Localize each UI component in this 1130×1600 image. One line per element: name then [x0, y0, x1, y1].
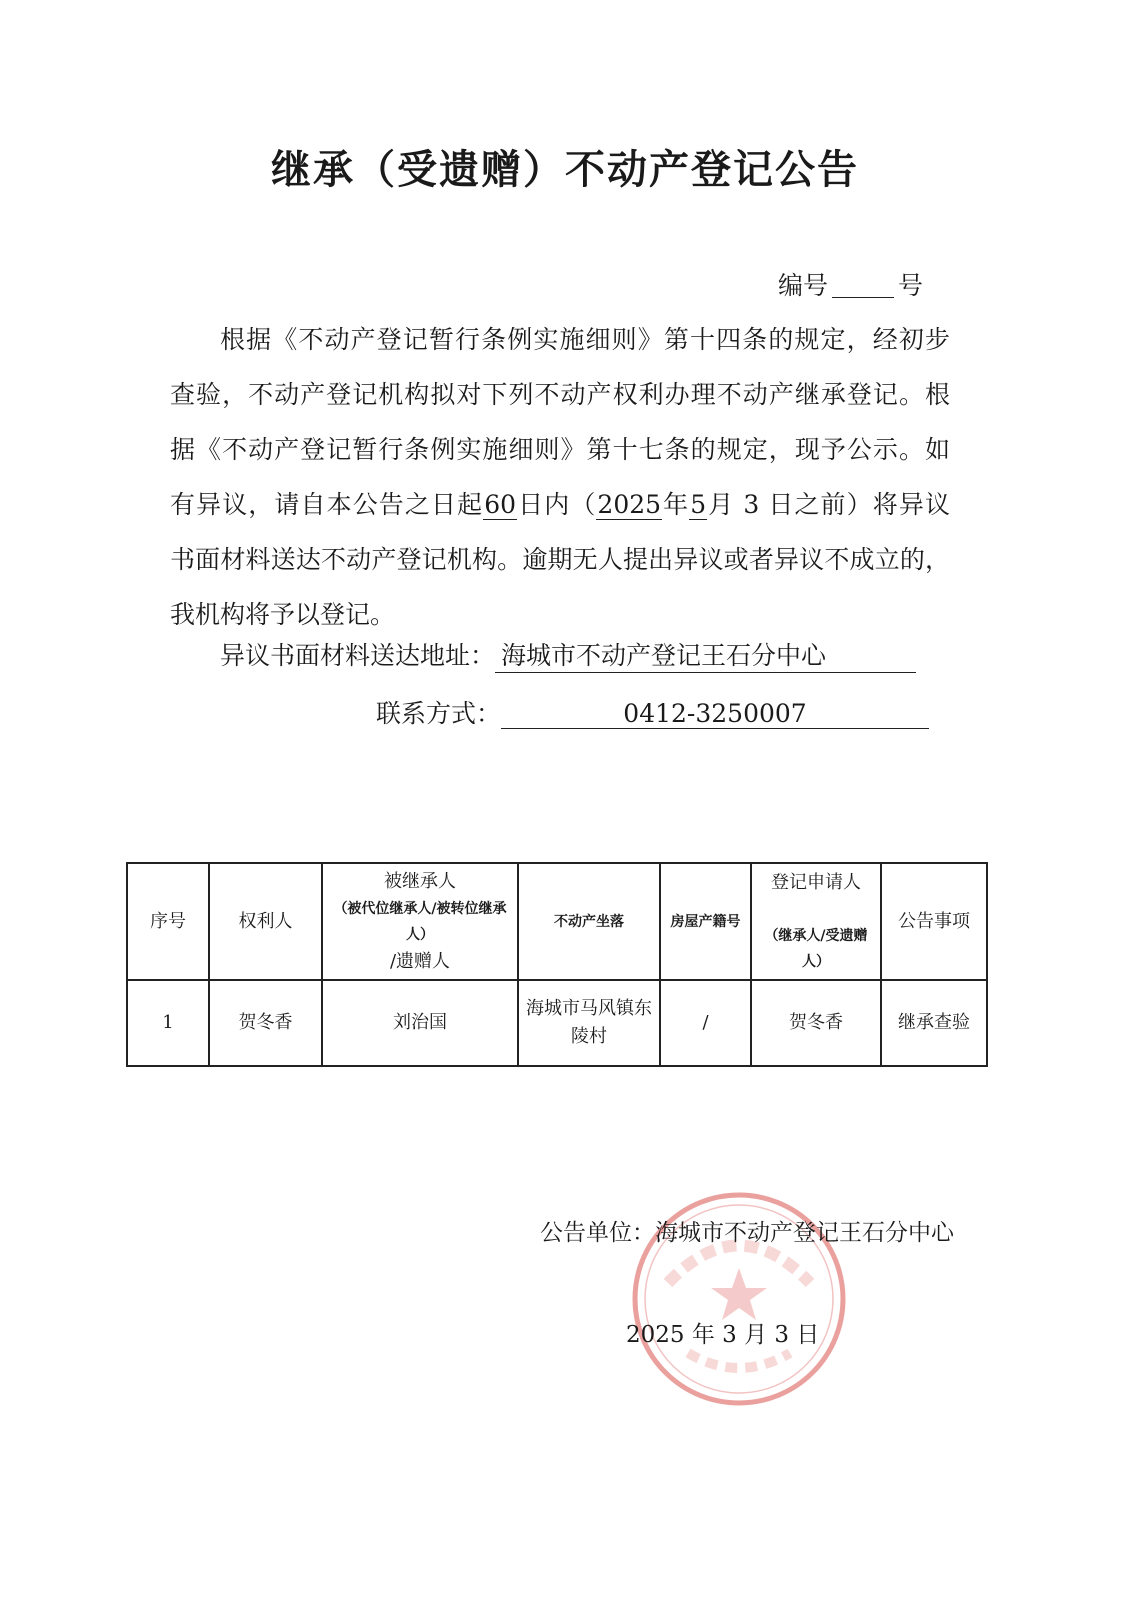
- contact-value: 0412-3250007: [501, 699, 929, 729]
- header-house-cert: 房屋产籍号: [660, 863, 751, 980]
- table-row: [127, 980, 987, 1066]
- page-title: 继承（受遗赠）不动产登记公告: [271, 147, 859, 193]
- cell-house-cert: /: [660, 980, 751, 1066]
- header-seq: 序号: [127, 863, 209, 980]
- objection-address: [220, 636, 916, 673]
- cell-decedent: 刘治国: [322, 980, 518, 1066]
- header-matter: 公告事项: [881, 863, 987, 980]
- registration-table: [126, 862, 988, 1067]
- deadline-year: 2025: [597, 490, 662, 519]
- objection-days: 60: [484, 490, 517, 519]
- document-number: [778, 266, 923, 302]
- header-right-holder: 权利人: [209, 863, 322, 980]
- body-line-2: 查验，不动产登记机构拟对下列不动产权利办理不动产继承登记。根: [170, 380, 950, 409]
- header-decedent: 被继承人 （被代位继承人/被转位继承人） /遗赠人: [322, 863, 518, 980]
- body-line-3: 据《不动产登记暂行条例实施细则》第十七条的规定，现予公示。如: [170, 435, 950, 464]
- address-value: 海城市不动产登记王石分中心: [495, 636, 916, 673]
- doc-number-suffix: 号: [898, 271, 924, 300]
- table-header-row: [127, 863, 987, 980]
- cell-location: 海城市马风镇东陵村: [518, 980, 660, 1066]
- contact-label: 联系方式：: [376, 699, 502, 728]
- body-line-4: 有异议，请自本公告之日起60日内（2025年5月 3 日之前）将异议: [170, 490, 950, 519]
- body-line-6: 我机构将予以登记。: [170, 600, 396, 629]
- deadline-month: 5: [690, 490, 707, 519]
- contact-info: [376, 694, 929, 730]
- cell-applicant: 贺冬香: [751, 980, 881, 1066]
- doc-number-blank: [832, 273, 894, 298]
- announcing-unit: 公告单位：海城市不动产登记王石分中心: [540, 1220, 954, 1246]
- cell-right-holder: 贺冬香: [209, 980, 322, 1066]
- address-label: 异议书面材料送达地址：: [220, 641, 496, 670]
- header-applicant: 登记申请人 （继承人/受遗赠人）: [751, 863, 881, 980]
- cell-matter: 继承查验: [881, 980, 987, 1066]
- announcement-date: 2025 年 3 月 3 日: [626, 1322, 820, 1348]
- doc-number-prefix: 编号: [778, 271, 829, 300]
- header-location: 不动产坐落: [518, 863, 660, 980]
- cell-seq: 1: [127, 980, 209, 1066]
- notice-paragraph: [170, 312, 950, 642]
- body-line-1: 根据《不动产登记暂行条例实施细则》第十四条的规定，经初步: [220, 325, 950, 354]
- body-line-5: 书面材料送达不动产登记机构。逾期无人提出异议或者异议不成立的，: [170, 545, 950, 574]
